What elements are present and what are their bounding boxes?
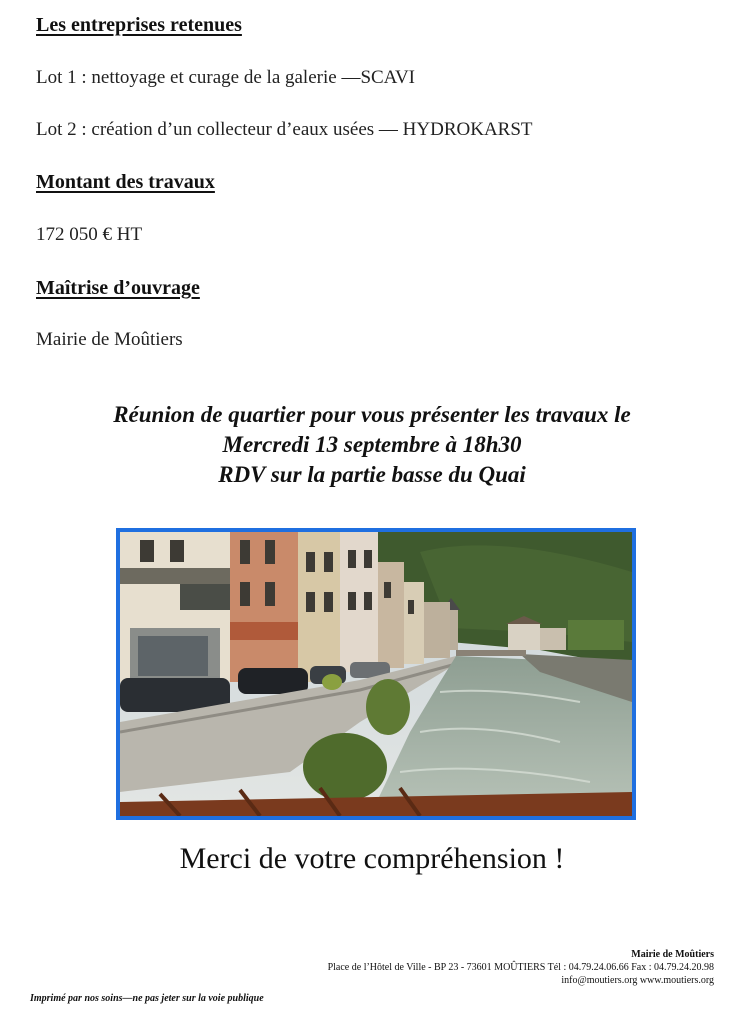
amount-value: 172 050 € HT: [36, 224, 143, 245]
companies-heading: Les entreprises retenues: [36, 14, 242, 36]
footer-address: Place de l’Hôtel de Ville - BP 23 - 73601 MOÛTIERS Tél : 04.79.24.06.66 Fax : 04.79.24.20.98: [327, 962, 714, 973]
printed-note: Imprimé par nos soins—ne pas jeter sur la voie publique: [30, 993, 264, 1004]
river-quay-photo: [116, 528, 636, 820]
announcement-line1: Réunion de quartier pour vous présenter les travaux le: [113, 402, 631, 427]
announcement-line2: Mercredi 13 septembre à 18h30: [222, 432, 522, 457]
thanks-message: Merci de votre compréhension !: [179, 842, 565, 875]
lot2-text: Lot 2 : création d’un collecteur d’eaux usées — HYDROKARST: [36, 119, 533, 140]
lot1-text: Lot 1 : nettoyage et curage de la galerie —SCAVI: [36, 67, 415, 88]
footer-contact: info@moutiers.org www.moutiers.org: [561, 975, 714, 986]
owner-value: Mairie de Moûtiers: [36, 329, 183, 350]
footer-org-name: Mairie de Moûtiers: [631, 949, 714, 960]
announcement-line3: RDV sur la partie basse du Quai: [218, 462, 526, 487]
amount-heading: Montant des travaux: [36, 171, 215, 193]
owner-heading: Maîtrise d’ouvrage: [36, 277, 200, 299]
footer-org: [631, 948, 714, 961]
